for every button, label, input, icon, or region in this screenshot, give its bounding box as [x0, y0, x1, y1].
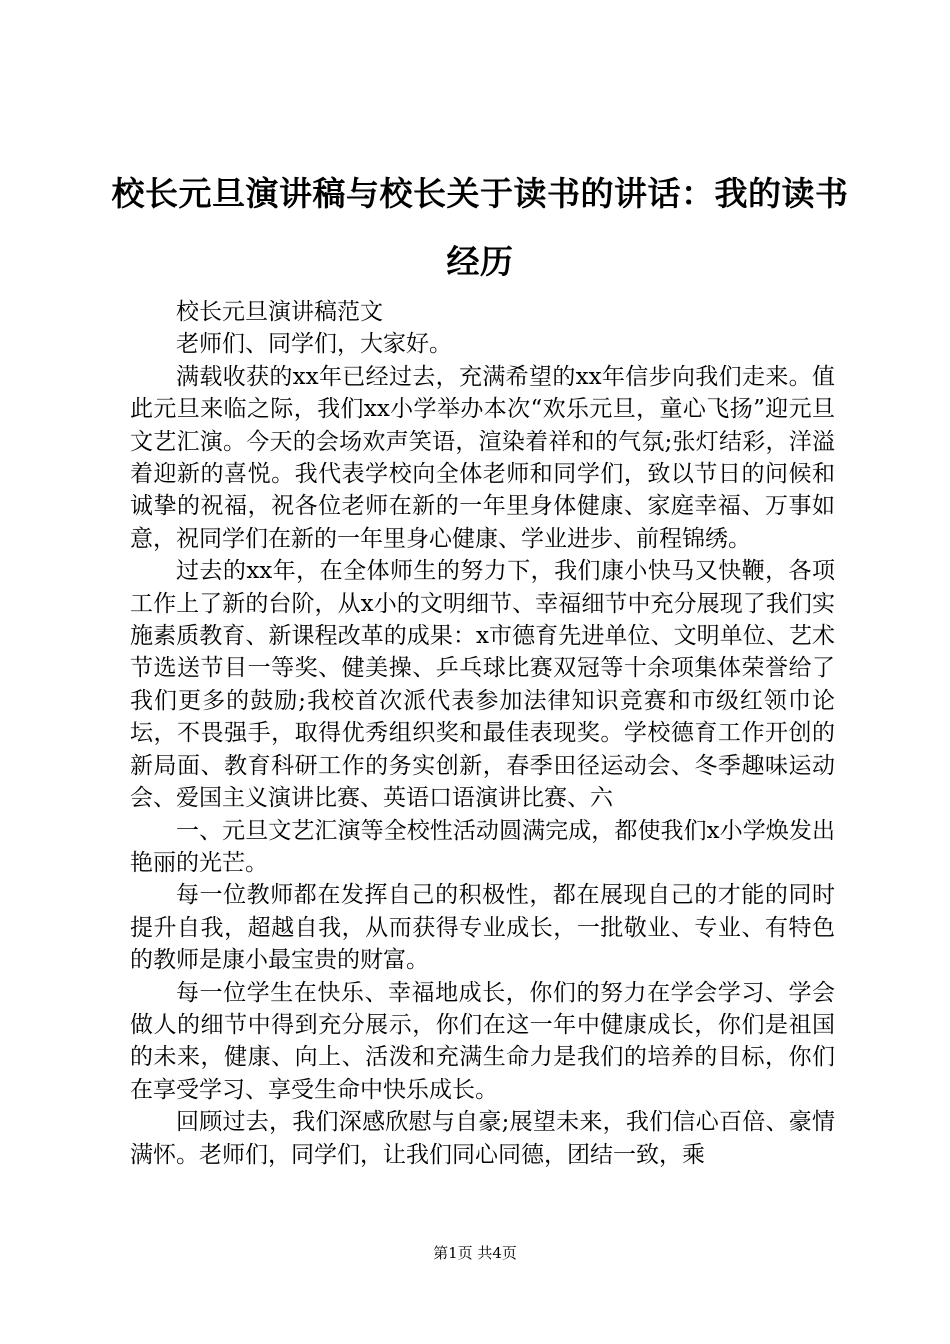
- paragraph-teachers: 每一位教师都在发挥自己的积极性，都在展现自己的才能的同时提升自我，超越自我，从而获得专业成长，一批敬业、专业、有特色的教师是康小最宝贵的财富。: [130, 882, 835, 974]
- paragraph-subtitle: 校长元旦演讲稿范文: [176, 299, 383, 325]
- paragraph-students: 每一位学生在快乐、幸福地成长，你们的努力在学会学习、学会做人的细节中得到充分展示，你们在这一年中健康成长，你们是祖国的未来，健康、向上、活泼和充满生命力是我们的培养的目标，你们在享受学习、享受生命中快乐成长。: [130, 979, 835, 1103]
- paragraph-activities: 一、元旦文艺汇演等全校性活动圆满完成，都使我们x小学焕发出艳丽的光芒。: [130, 817, 835, 876]
- paragraph-greeting: 老师们、同学们，大家好。: [176, 331, 452, 358]
- document-title: 校长元旦演讲稿与校长关于读书的讲话：我的读书经历: [111, 174, 849, 281]
- paragraph-closing: 回顾过去，我们深感欣慰与自豪;展望未来，我们信心百倍、豪情满怀。老师们，同学们，让我们同心同德，团结一致，乘: [130, 1109, 835, 1168]
- paragraph-achievements: 过去的xx年，在全体师生的努力下，我们康小快马又快鞭，各项工作上了新的台阶，从x小的文明细节、幸福细节中充分展现了我们实施素质教育、新课程改革的成果：x市德育先进单位、文明单位、艺术节选送节目一等奖、健美操、乒乓球比赛双冠等十余项集体荣誉给了我们更多的鼓励;我校首次派代表参加法律知识竞赛和市级红领巾论坛，不畏强手，取得优秀组织奖和最佳表现奖。学校德育工作开创的新局面、教育科研工作的务实创新，春季田径运动会、冬季趣味运动会、爱国主义演讲比赛、英语口语演讲比赛、六: [130, 558, 835, 812]
- paragraph-new-year: 满载收获的xx年已经过去，充满希望的xx年信步向我们走来。值此元旦来临之际，我们xx小学举办本次“欢乐元旦，童心飞扬”迎元旦文艺汇演。今天的会场欢声笑语，渲染着祥和的气氛;张灯结彩，洋溢着迎新的喜悦。我代表学校向全体老师和同学们，致以节日的问候和诚挚的祝福，祝各位老师在新的一年里身体健康、家庭幸福、万事如意，祝同学们在新的一年里身心健康、学业进步、前程锦绣。: [130, 363, 835, 552]
- document-body: [130, 296, 835, 1171]
- page-footer: 第1页 共4页: [433, 1244, 517, 1262]
